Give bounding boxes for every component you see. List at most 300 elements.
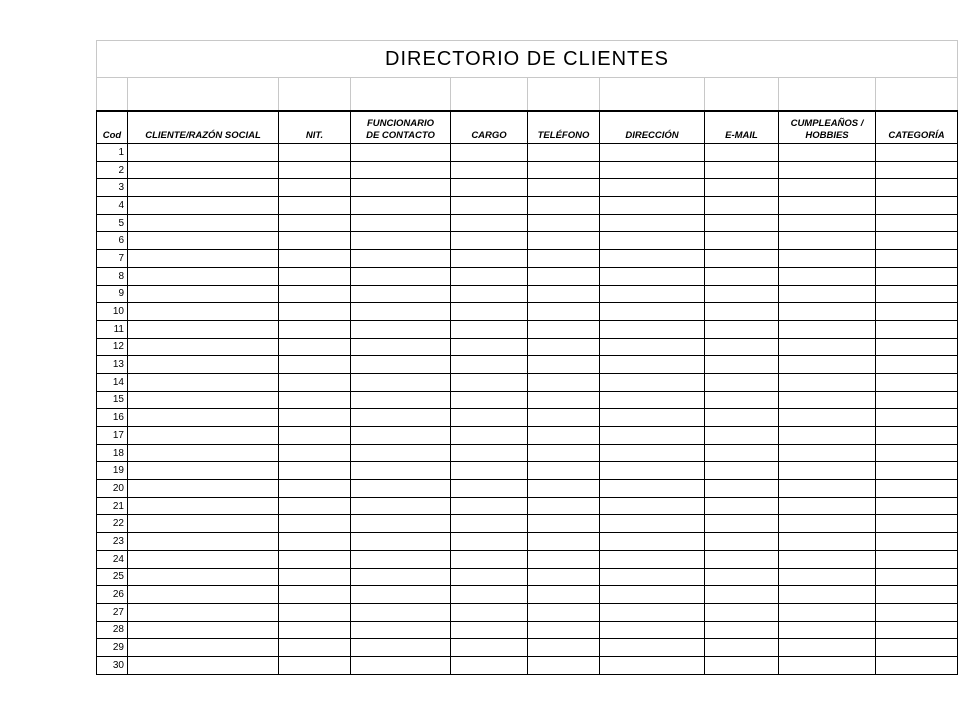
table-cell[interactable] bbox=[600, 621, 705, 639]
table-cell[interactable] bbox=[600, 285, 705, 303]
table-cell[interactable] bbox=[600, 480, 705, 498]
table-cell[interactable] bbox=[705, 550, 779, 568]
table-cell[interactable] bbox=[451, 179, 528, 197]
table-cell[interactable] bbox=[528, 427, 600, 445]
table-cell[interactable] bbox=[600, 497, 705, 515]
table-cell[interactable] bbox=[451, 232, 528, 250]
table-cell[interactable] bbox=[779, 568, 876, 586]
table-cell[interactable] bbox=[528, 214, 600, 232]
table-cell[interactable] bbox=[779, 320, 876, 338]
row-number: 23 bbox=[97, 533, 128, 551]
table-cell[interactable] bbox=[351, 373, 451, 391]
table-cell[interactable] bbox=[528, 250, 600, 268]
table-cell[interactable] bbox=[705, 462, 779, 480]
table-cell[interactable] bbox=[351, 267, 451, 285]
table-row bbox=[97, 621, 958, 639]
table-cell[interactable] bbox=[876, 586, 958, 604]
table-cell[interactable] bbox=[876, 232, 958, 250]
table-cell[interactable] bbox=[351, 427, 451, 445]
table-cell[interactable] bbox=[128, 568, 279, 586]
table-row bbox=[97, 267, 958, 285]
table-cell[interactable] bbox=[128, 161, 279, 179]
table-cell[interactable] bbox=[351, 444, 451, 462]
table-cell[interactable] bbox=[279, 232, 351, 250]
table-cell[interactable] bbox=[279, 427, 351, 445]
blank-cell[interactable] bbox=[876, 78, 958, 112]
table-cell[interactable] bbox=[876, 373, 958, 391]
table-cell[interactable] bbox=[528, 621, 600, 639]
table-cell[interactable] bbox=[876, 303, 958, 321]
table-cell[interactable] bbox=[779, 462, 876, 480]
table-cell[interactable] bbox=[876, 462, 958, 480]
table-cell[interactable] bbox=[279, 550, 351, 568]
table-cell[interactable] bbox=[705, 409, 779, 427]
table-cell[interactable] bbox=[279, 497, 351, 515]
table-cell[interactable] bbox=[600, 515, 705, 533]
table-cell[interactable] bbox=[528, 444, 600, 462]
table-cell[interactable] bbox=[705, 444, 779, 462]
table-cell[interactable] bbox=[279, 303, 351, 321]
table-cell[interactable] bbox=[351, 568, 451, 586]
table-cell[interactable] bbox=[128, 444, 279, 462]
table-cell[interactable] bbox=[451, 586, 528, 604]
table-cell[interactable] bbox=[128, 232, 279, 250]
table-cell[interactable] bbox=[876, 515, 958, 533]
table-cell[interactable] bbox=[600, 639, 705, 657]
table-cell[interactable] bbox=[705, 267, 779, 285]
table-cell[interactable] bbox=[600, 586, 705, 604]
table-cell[interactable] bbox=[128, 586, 279, 604]
blank-cell[interactable] bbox=[351, 78, 451, 112]
table-cell[interactable] bbox=[128, 656, 279, 674]
table-row bbox=[97, 197, 958, 215]
table-cell[interactable] bbox=[528, 391, 600, 409]
table-cell[interactable] bbox=[128, 320, 279, 338]
table-cell[interactable] bbox=[705, 161, 779, 179]
table-cell[interactable] bbox=[351, 250, 451, 268]
table-cell[interactable] bbox=[779, 144, 876, 162]
table-cell[interactable] bbox=[128, 144, 279, 162]
table-cell[interactable] bbox=[779, 373, 876, 391]
table-cell[interactable] bbox=[876, 533, 958, 551]
table-cell[interactable] bbox=[705, 656, 779, 674]
table-cell[interactable] bbox=[451, 214, 528, 232]
table-cell[interactable] bbox=[128, 267, 279, 285]
table-cell[interactable] bbox=[451, 427, 528, 445]
table-cell[interactable] bbox=[279, 391, 351, 409]
table-cell[interactable] bbox=[528, 603, 600, 621]
table-cell[interactable] bbox=[128, 356, 279, 374]
table-cell[interactable] bbox=[779, 586, 876, 604]
table-cell[interactable] bbox=[779, 250, 876, 268]
table-cell[interactable] bbox=[528, 267, 600, 285]
column-header-label: NIT. bbox=[305, 130, 324, 141]
table-cell[interactable] bbox=[351, 533, 451, 551]
table-cell[interactable] bbox=[705, 533, 779, 551]
table-cell[interactable] bbox=[128, 603, 279, 621]
table-cell[interactable] bbox=[451, 639, 528, 657]
table-cell[interactable] bbox=[128, 250, 279, 268]
table-cell[interactable] bbox=[779, 161, 876, 179]
table-cell[interactable] bbox=[705, 232, 779, 250]
table-cell[interactable] bbox=[351, 144, 451, 162]
table-cell[interactable] bbox=[528, 568, 600, 586]
table-cell[interactable] bbox=[451, 373, 528, 391]
table-cell[interactable] bbox=[351, 303, 451, 321]
table-cell[interactable] bbox=[705, 515, 779, 533]
table-cell[interactable] bbox=[451, 144, 528, 162]
table-cell[interactable] bbox=[451, 515, 528, 533]
table-cell[interactable] bbox=[528, 303, 600, 321]
blank-cell[interactable] bbox=[705, 78, 779, 112]
table-cell[interactable] bbox=[600, 214, 705, 232]
blank-cell[interactable] bbox=[600, 78, 705, 112]
table-cell[interactable] bbox=[779, 232, 876, 250]
table-cell[interactable] bbox=[128, 214, 279, 232]
table-cell[interactable] bbox=[351, 214, 451, 232]
table-cell[interactable] bbox=[351, 621, 451, 639]
table-cell[interactable] bbox=[279, 568, 351, 586]
table-cell[interactable] bbox=[876, 603, 958, 621]
table-cell[interactable] bbox=[705, 285, 779, 303]
blank-cell[interactable] bbox=[528, 78, 600, 112]
table-cell[interactable] bbox=[876, 338, 958, 356]
column-header bbox=[451, 111, 528, 144]
table-cell[interactable] bbox=[451, 497, 528, 515]
table-cell[interactable] bbox=[128, 497, 279, 515]
table-cell[interactable] bbox=[600, 197, 705, 215]
table-cell[interactable] bbox=[128, 427, 279, 445]
table-cell[interactable] bbox=[451, 161, 528, 179]
table-cell[interactable] bbox=[351, 480, 451, 498]
table-cell[interactable] bbox=[705, 568, 779, 586]
table-cell[interactable] bbox=[528, 373, 600, 391]
table-cell[interactable] bbox=[779, 480, 876, 498]
table-cell[interactable] bbox=[128, 621, 279, 639]
table-cell[interactable] bbox=[128, 639, 279, 657]
table-cell[interactable] bbox=[600, 462, 705, 480]
table-cell[interactable] bbox=[600, 533, 705, 551]
table-cell[interactable] bbox=[876, 568, 958, 586]
table-cell[interactable] bbox=[279, 338, 351, 356]
table-cell[interactable] bbox=[876, 409, 958, 427]
table-cell[interactable] bbox=[351, 462, 451, 480]
table-cell[interactable] bbox=[279, 409, 351, 427]
row-number: 14 bbox=[97, 373, 128, 391]
blank-cell[interactable] bbox=[451, 78, 528, 112]
table-cell[interactable] bbox=[876, 497, 958, 515]
table-cell[interactable] bbox=[705, 356, 779, 374]
table-cell[interactable] bbox=[128, 550, 279, 568]
table-cell[interactable] bbox=[705, 303, 779, 321]
table-cell[interactable] bbox=[351, 497, 451, 515]
table-cell[interactable] bbox=[876, 427, 958, 445]
table-cell[interactable] bbox=[528, 197, 600, 215]
table-cell[interactable] bbox=[705, 179, 779, 197]
table-cell[interactable] bbox=[279, 480, 351, 498]
table-cell[interactable] bbox=[528, 161, 600, 179]
blank-cell[interactable] bbox=[779, 78, 876, 112]
table-cell[interactable] bbox=[528, 144, 600, 162]
table-cell[interactable] bbox=[705, 373, 779, 391]
table-cell[interactable] bbox=[279, 462, 351, 480]
table-cell[interactable] bbox=[279, 179, 351, 197]
table-cell[interactable] bbox=[451, 320, 528, 338]
table-cell[interactable] bbox=[705, 338, 779, 356]
table-cell[interactable] bbox=[528, 338, 600, 356]
table-cell[interactable] bbox=[451, 533, 528, 551]
table-cell[interactable] bbox=[279, 144, 351, 162]
row-number: 16 bbox=[97, 409, 128, 427]
table-cell[interactable] bbox=[451, 656, 528, 674]
table-row bbox=[97, 427, 958, 445]
table-cell[interactable] bbox=[351, 338, 451, 356]
table-cell[interactable] bbox=[528, 179, 600, 197]
table-cell[interactable] bbox=[600, 338, 705, 356]
table-cell[interactable] bbox=[600, 603, 705, 621]
table-cell[interactable] bbox=[705, 639, 779, 657]
table-cell[interactable] bbox=[528, 550, 600, 568]
table-cell[interactable] bbox=[128, 285, 279, 303]
table-cell[interactable] bbox=[351, 515, 451, 533]
row-number: 8 bbox=[97, 267, 128, 285]
table-cell[interactable] bbox=[876, 320, 958, 338]
table-cell[interactable] bbox=[705, 250, 779, 268]
table-cell[interactable] bbox=[451, 621, 528, 639]
table-cell[interactable] bbox=[351, 320, 451, 338]
table-cell[interactable] bbox=[528, 515, 600, 533]
table-cell[interactable] bbox=[351, 550, 451, 568]
table-cell[interactable] bbox=[600, 161, 705, 179]
table-cell[interactable] bbox=[600, 373, 705, 391]
table-cell[interactable] bbox=[279, 197, 351, 215]
table-cell[interactable] bbox=[128, 179, 279, 197]
table-cell[interactable] bbox=[351, 161, 451, 179]
blank-cell[interactable] bbox=[128, 78, 279, 112]
page-title: DIRECTORIO DE CLIENTES bbox=[97, 41, 958, 78]
table-cell[interactable] bbox=[705, 214, 779, 232]
table-cell[interactable] bbox=[279, 533, 351, 551]
table-cell[interactable] bbox=[351, 179, 451, 197]
table-cell[interactable] bbox=[451, 338, 528, 356]
table-cell[interactable] bbox=[876, 639, 958, 657]
table-cell[interactable] bbox=[600, 267, 705, 285]
row-number: 10 bbox=[97, 303, 128, 321]
table-cell[interactable] bbox=[705, 586, 779, 604]
table-cell[interactable] bbox=[528, 232, 600, 250]
table-cell[interactable] bbox=[351, 391, 451, 409]
table-cell[interactable] bbox=[451, 568, 528, 586]
table-cell[interactable] bbox=[876, 356, 958, 374]
table-cell[interactable] bbox=[351, 586, 451, 604]
table-cell[interactable] bbox=[279, 444, 351, 462]
table-cell[interactable] bbox=[779, 214, 876, 232]
table-row bbox=[97, 303, 958, 321]
table-cell[interactable] bbox=[779, 603, 876, 621]
table-cell[interactable] bbox=[779, 656, 876, 674]
table-cell[interactable] bbox=[128, 373, 279, 391]
table-cell[interactable] bbox=[451, 250, 528, 268]
table-cell[interactable] bbox=[451, 480, 528, 498]
table-cell[interactable] bbox=[876, 179, 958, 197]
table-cell[interactable] bbox=[528, 285, 600, 303]
table-cell[interactable] bbox=[128, 338, 279, 356]
table-cell[interactable] bbox=[600, 550, 705, 568]
table-cell[interactable] bbox=[876, 161, 958, 179]
column-header bbox=[705, 111, 779, 144]
table-cell[interactable] bbox=[528, 497, 600, 515]
table-cell[interactable] bbox=[279, 373, 351, 391]
table-cell[interactable] bbox=[705, 144, 779, 162]
table-cell[interactable] bbox=[779, 409, 876, 427]
table-cell[interactable] bbox=[528, 356, 600, 374]
table-cell[interactable] bbox=[451, 197, 528, 215]
table-cell[interactable] bbox=[451, 267, 528, 285]
table-cell[interactable] bbox=[279, 603, 351, 621]
table-cell[interactable] bbox=[528, 533, 600, 551]
table-cell[interactable] bbox=[779, 621, 876, 639]
table-cell[interactable] bbox=[876, 250, 958, 268]
table-cell[interactable] bbox=[779, 267, 876, 285]
table-cell[interactable] bbox=[876, 550, 958, 568]
table-cell[interactable] bbox=[351, 285, 451, 303]
table-cell[interactable] bbox=[876, 144, 958, 162]
table-cell[interactable] bbox=[876, 444, 958, 462]
table-cell[interactable] bbox=[779, 285, 876, 303]
table-cell[interactable] bbox=[351, 603, 451, 621]
table-cell[interactable] bbox=[876, 656, 958, 674]
blank-cell[interactable] bbox=[279, 78, 351, 112]
table-cell[interactable] bbox=[705, 391, 779, 409]
table-cell[interactable] bbox=[528, 480, 600, 498]
table-cell[interactable] bbox=[705, 427, 779, 445]
table-cell[interactable] bbox=[779, 550, 876, 568]
table-cell[interactable] bbox=[876, 391, 958, 409]
table-cell[interactable] bbox=[451, 462, 528, 480]
table-cell[interactable] bbox=[528, 639, 600, 657]
table-cell[interactable] bbox=[876, 267, 958, 285]
table-cell[interactable] bbox=[779, 338, 876, 356]
table-cell[interactable] bbox=[779, 639, 876, 657]
table-cell[interactable] bbox=[779, 179, 876, 197]
table-row bbox=[97, 444, 958, 462]
table-cell[interactable] bbox=[451, 444, 528, 462]
table-cell[interactable] bbox=[779, 197, 876, 215]
table-cell[interactable] bbox=[600, 144, 705, 162]
table-cell[interactable] bbox=[128, 462, 279, 480]
table-cell[interactable] bbox=[600, 427, 705, 445]
table-cell[interactable] bbox=[779, 444, 876, 462]
table-cell[interactable] bbox=[128, 197, 279, 215]
table-body bbox=[97, 144, 958, 675]
table-cell[interactable] bbox=[705, 197, 779, 215]
table-cell[interactable] bbox=[876, 197, 958, 215]
table-cell[interactable] bbox=[528, 320, 600, 338]
table-cell[interactable] bbox=[451, 391, 528, 409]
table-cell[interactable] bbox=[600, 250, 705, 268]
table-cell[interactable] bbox=[600, 320, 705, 338]
table-cell[interactable] bbox=[351, 197, 451, 215]
table-cell[interactable] bbox=[600, 179, 705, 197]
table-cell[interactable] bbox=[779, 303, 876, 321]
table-cell[interactable] bbox=[779, 391, 876, 409]
table-cell[interactable] bbox=[279, 586, 351, 604]
table-cell[interactable] bbox=[279, 214, 351, 232]
table-cell[interactable] bbox=[451, 550, 528, 568]
table-row bbox=[97, 179, 958, 197]
table-cell[interactable] bbox=[279, 161, 351, 179]
column-header-label: HOBBIES bbox=[805, 130, 849, 141]
table-cell[interactable] bbox=[600, 409, 705, 427]
table-cell[interactable] bbox=[528, 462, 600, 480]
table-cell[interactable] bbox=[351, 356, 451, 374]
table-cell[interactable] bbox=[600, 232, 705, 250]
column-header-label: CATEGORÍA bbox=[888, 130, 945, 141]
table-cell[interactable] bbox=[600, 391, 705, 409]
table-cell[interactable] bbox=[876, 621, 958, 639]
table-cell[interactable] bbox=[779, 356, 876, 374]
table-cell[interactable] bbox=[351, 656, 451, 674]
table-cell[interactable] bbox=[128, 391, 279, 409]
table-cell[interactable] bbox=[279, 356, 351, 374]
table-cell[interactable] bbox=[351, 409, 451, 427]
table-cell[interactable] bbox=[705, 621, 779, 639]
table-cell[interactable] bbox=[279, 656, 351, 674]
table-cell[interactable] bbox=[600, 656, 705, 674]
table-cell[interactable] bbox=[351, 639, 451, 657]
table-cell[interactable] bbox=[779, 497, 876, 515]
table-cell[interactable] bbox=[451, 303, 528, 321]
table-cell[interactable] bbox=[128, 533, 279, 551]
blank-cell[interactable] bbox=[97, 78, 128, 112]
table-cell[interactable] bbox=[451, 409, 528, 427]
table-cell[interactable] bbox=[779, 515, 876, 533]
table-cell[interactable] bbox=[128, 515, 279, 533]
table-cell[interactable] bbox=[876, 285, 958, 303]
table-cell[interactable] bbox=[279, 639, 351, 657]
table-cell[interactable] bbox=[779, 427, 876, 445]
table-cell[interactable] bbox=[279, 267, 351, 285]
table-cell[interactable] bbox=[876, 480, 958, 498]
table-cell[interactable] bbox=[279, 621, 351, 639]
table-cell[interactable] bbox=[705, 480, 779, 498]
table-cell[interactable] bbox=[600, 444, 705, 462]
table-cell[interactable] bbox=[705, 497, 779, 515]
table-cell[interactable] bbox=[451, 285, 528, 303]
table-cell[interactable] bbox=[705, 603, 779, 621]
table-cell[interactable] bbox=[279, 320, 351, 338]
table-cell[interactable] bbox=[128, 303, 279, 321]
table-cell[interactable] bbox=[128, 409, 279, 427]
table-cell[interactable] bbox=[279, 285, 351, 303]
table-cell[interactable] bbox=[528, 586, 600, 604]
table-cell[interactable] bbox=[528, 409, 600, 427]
table-cell[interactable] bbox=[705, 320, 779, 338]
table-cell[interactable] bbox=[600, 303, 705, 321]
table-cell[interactable] bbox=[528, 656, 600, 674]
table-cell[interactable] bbox=[876, 214, 958, 232]
table-cell[interactable] bbox=[451, 356, 528, 374]
table-cell[interactable] bbox=[279, 515, 351, 533]
table-cell[interactable] bbox=[128, 480, 279, 498]
table-cell[interactable] bbox=[600, 356, 705, 374]
table-cell[interactable] bbox=[351, 232, 451, 250]
table-cell[interactable] bbox=[451, 603, 528, 621]
table-cell[interactable] bbox=[600, 568, 705, 586]
row-number: 12 bbox=[97, 338, 128, 356]
table-cell[interactable] bbox=[779, 533, 876, 551]
table-cell[interactable] bbox=[279, 250, 351, 268]
